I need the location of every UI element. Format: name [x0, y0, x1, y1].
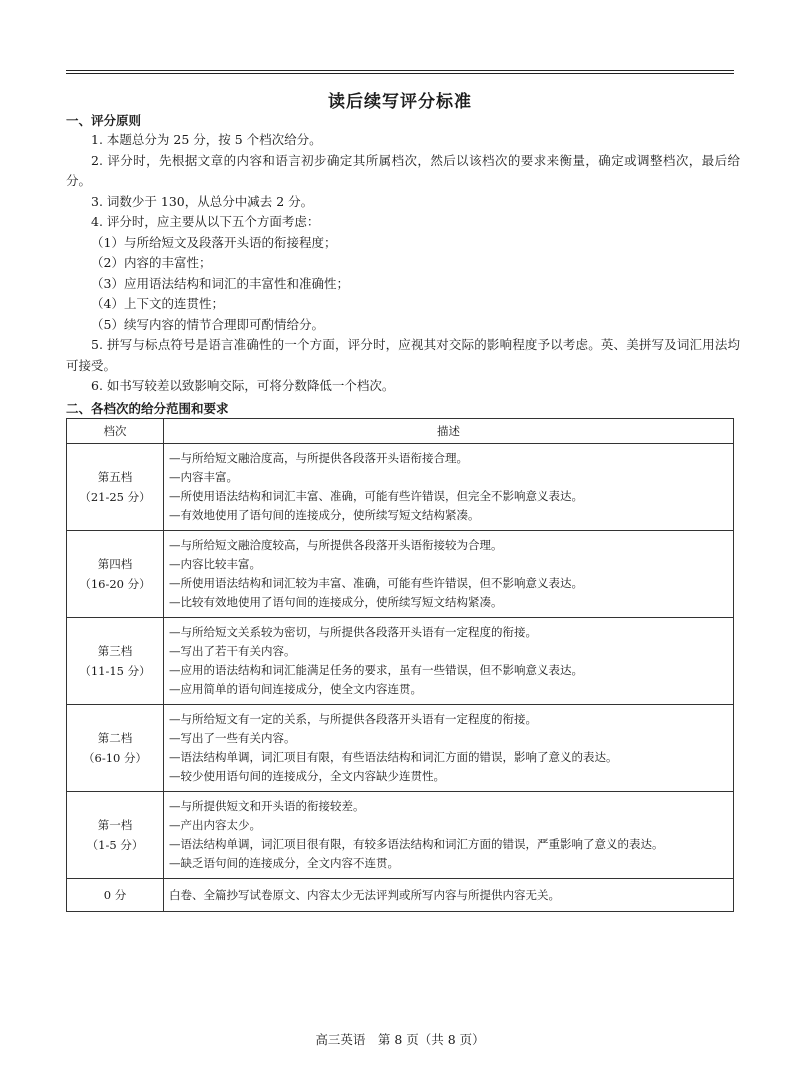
- level-range: （11-15 分）: [79, 664, 151, 678]
- description-line: —应用的语法结构和词汇能满足任务的要求，虽有一些错误，但不影响意义表达。: [169, 663, 583, 677]
- principle-item: （4）上下文的连贯性；: [91, 296, 224, 311]
- description-line: —所使用语法结构和词汇较为丰富、准确，可能有些许错误，但不影响意义表达。: [169, 576, 583, 590]
- description-line: —语法结构单调，词汇项目有限，有些语法结构和词汇方面的错误，影响了意义的表达。: [169, 750, 618, 764]
- level-name: 第一档: [97, 818, 133, 832]
- level-name: 第五档: [97, 470, 133, 484]
- principle-item: 1. 本题总分为 25 分，按 5 个档次给分。: [91, 132, 322, 147]
- level-cell: [67, 618, 164, 705]
- principle-item: 6. 如书写较差以致影响交际，可将分数降低一个档次。: [91, 378, 395, 393]
- description-line: —产出内容太少。: [169, 818, 261, 833]
- principle-item: 3. 词数少于 130，从总分中减去 2 分。: [91, 193, 314, 209]
- description-line: —与所给短文融洽度高，与所提供各段落开头语衔接合理。: [169, 451, 468, 466]
- page-footer: 高三英语 第 8 页（共 8 页）: [315, 1032, 485, 1047]
- level-cell: 0 分: [67, 879, 164, 912]
- description-line: —写出了若干有关内容。: [169, 644, 296, 659]
- description-line: —应用简单的语句间连接成分，使全文内容连贯。: [169, 681, 422, 696]
- column-header-level: 档次: [67, 419, 164, 444]
- top-rule: [66, 70, 734, 71]
- level-cell: [67, 444, 164, 531]
- description-line: —与所给短文融洽度较高，与所提供各段落开头语衔接较为合理。: [169, 538, 503, 553]
- principle-item: （3）应用语法结构和词汇的丰富性和准确性；: [91, 275, 349, 291]
- principle-item: （1）与所给短文及段落开头语的衔接程度；: [91, 234, 337, 250]
- description-line: —内容丰富。: [169, 470, 238, 485]
- principles-list: [66, 130, 740, 397]
- level-cell: [67, 792, 164, 879]
- description-cell: [164, 705, 734, 792]
- level-range: （16-20 分）: [79, 577, 151, 591]
- principle-item: （5）续写内容的情节合理即可酌情给分。: [91, 316, 324, 332]
- level-range: （6-10 分）: [83, 751, 147, 765]
- description-cell: [164, 531, 734, 618]
- description-line: —与所提供短文和开头语的衔接较差。: [169, 799, 365, 814]
- table-row: [67, 618, 734, 705]
- description-line: —较少使用语句间的连接成分，全文内容缺少连贯性。: [169, 768, 445, 783]
- grading-table: [66, 418, 734, 912]
- table-row: [67, 705, 734, 792]
- level-cell: [67, 531, 164, 618]
- table-row: [67, 444, 734, 531]
- level-range: （1-5 分）: [86, 838, 144, 852]
- description-line: —与所给短文有一定的关系，与所提供各段落开头语有一定程度的衔接。: [169, 712, 537, 727]
- table-row-zero: [67, 879, 734, 912]
- description-cell: [164, 792, 734, 879]
- principle-item: 5. 拼写与标点符号是语言准确性的一个方面，评分时，应视其对交际的影响程度予以考虑。英、美拼写及词汇用法均可接受。: [66, 337, 740, 373]
- page-title: 读后续写评分标准: [328, 92, 472, 112]
- principle-item: 2. 评分时，先根据文章的内容和语言初步确定其所属档次，然后以该档次的要求来衡量，确定或调整档次，最后给分。: [66, 152, 740, 188]
- level-cell: [67, 705, 164, 792]
- table-row: [67, 531, 734, 618]
- description-cell: [164, 618, 734, 705]
- table-row: [67, 792, 734, 879]
- principle-item: （2）内容的丰富性；: [91, 255, 212, 270]
- description-line: —所使用语法结构和词汇丰富、准确，可能有些许错误，但完全不影响意义表达。: [169, 489, 583, 503]
- level-name: 第二档: [97, 731, 133, 745]
- description-line: —有效地使用了语句间的连接成分，使所续写短文结构紧凑。: [169, 507, 480, 522]
- description-line: —内容比较丰富。: [169, 557, 261, 572]
- section-heading-levels: 二、各档次的给分范围和要求: [66, 401, 229, 416]
- level-name: 第三档: [97, 644, 133, 658]
- description-line: —语法结构单调，词汇项目很有限，有较多语法结构和词汇方面的错误，严重影响了意义的表达。: [169, 837, 664, 851]
- table-header-row: [67, 419, 734, 444]
- description-line: —比较有效地使用了语句间的连接成分，使所续写短文结构紧凑。: [169, 594, 503, 609]
- description-cell: [164, 444, 734, 531]
- top-rule-secondary: [66, 73, 734, 74]
- description-line: —缺乏语句间的连接成分，全文内容不连贯。: [169, 855, 399, 870]
- description-line: —写出了一些有关内容。: [169, 731, 296, 746]
- level-name: 第四档: [97, 557, 133, 571]
- description-line: —与所给短文关系较为密切，与所提供各段落开头语有一定程度的衔接。: [169, 625, 537, 640]
- principle-item: 4. 评分时，应主要从以下五个方面考虑：: [91, 214, 320, 229]
- column-header-description: 描述: [164, 419, 734, 444]
- section-heading-principles: 一、评分原则: [66, 113, 142, 128]
- description-cell: 白卷、全篇抄写试卷原文、内容太少无法评判或所写内容与所提供内容无关。: [164, 879, 734, 912]
- level-range: （21-25 分）: [79, 490, 151, 504]
